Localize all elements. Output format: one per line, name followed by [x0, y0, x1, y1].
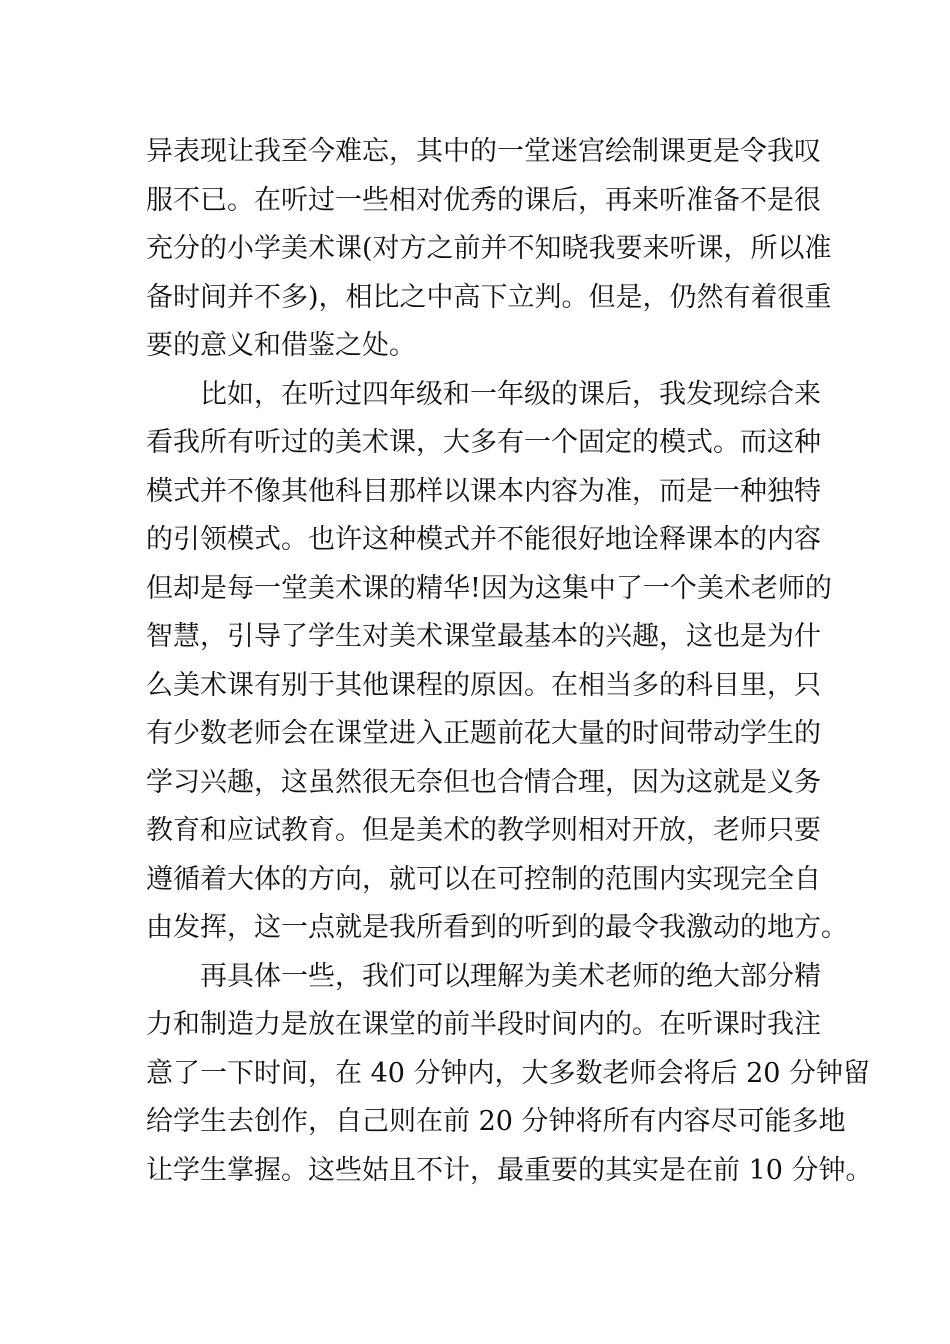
paragraph-start-line: 再具体一些，我们可以理解为美术老师的绝大部分精	[200, 960, 821, 992]
text-line: 的引领模式。也许这种模式并不能很好地诠释课本的内容	[146, 524, 821, 555]
text-line: 让学生掌握。这些姑且不计，最重要的其实是在前 10 分钟。	[146, 1154, 873, 1186]
text-line: 智慧，引导了学生对美术课堂最基本的兴趣，这也是为什	[146, 621, 821, 652]
text-line: 模式并不像其他科目那样以课本内容为准，而是一种独特	[146, 475, 821, 507]
text-line: 学习兴趣，这虽然很无奈但也合情合理，因为这就是义务	[146, 766, 821, 798]
text-line: 充分的小学美术课(对方之前并不知晓我要来听课，所以准	[146, 233, 832, 264]
text-line: 遵循着大体的方向，就可以在可控制的范围内实现完全自	[146, 863, 821, 895]
text-line: 异表现让我至今难忘，其中的一堂迷宫绘制课更是令我叹	[146, 136, 821, 167]
text-line: 有少数老师会在课堂进入正题前花大量的时间带动学生的	[146, 718, 821, 749]
text-line: 服不已。在听过一些相对优秀的课后，再来听准备不是很	[146, 184, 821, 216]
text-line: 备时间并不多)，相比之中高下立判。但是，仍然有着很重	[146, 281, 832, 313]
body-text	[146, 128, 873, 1195]
text-line: 由发挥，这一点就是我所看到的听到的最令我激动的地方。	[146, 912, 848, 943]
text-line: 但却是每一堂美术课的精华!因为这集中了一个美术老师的	[146, 572, 832, 604]
text-line: 给学生去创作，自己则在前 20 分钟将所有内容尽可能多地	[146, 1106, 846, 1137]
text-line: 教育和应试教育。但是美术的教学则相对开放，老师只要	[146, 815, 821, 846]
text-line: 看我所有听过的美术课，大多有一个固定的模式。而这种	[146, 427, 821, 458]
text-line: 要的意义和借鉴之处。	[146, 330, 416, 361]
text-line: 力和制造力是放在课堂的前半段时间内的。在听课时我注	[146, 1009, 821, 1040]
text-line: 么美术课有别于其他课程的原因。在相当多的科目里，只	[146, 669, 821, 701]
text-line: 意了一下时间，在 40 分钟内，大多数老师会将后 20 分钟留	[146, 1057, 871, 1089]
paragraph-start-line: 比如，在听过四年级和一年级的课后，我发现综合来	[200, 378, 821, 410]
